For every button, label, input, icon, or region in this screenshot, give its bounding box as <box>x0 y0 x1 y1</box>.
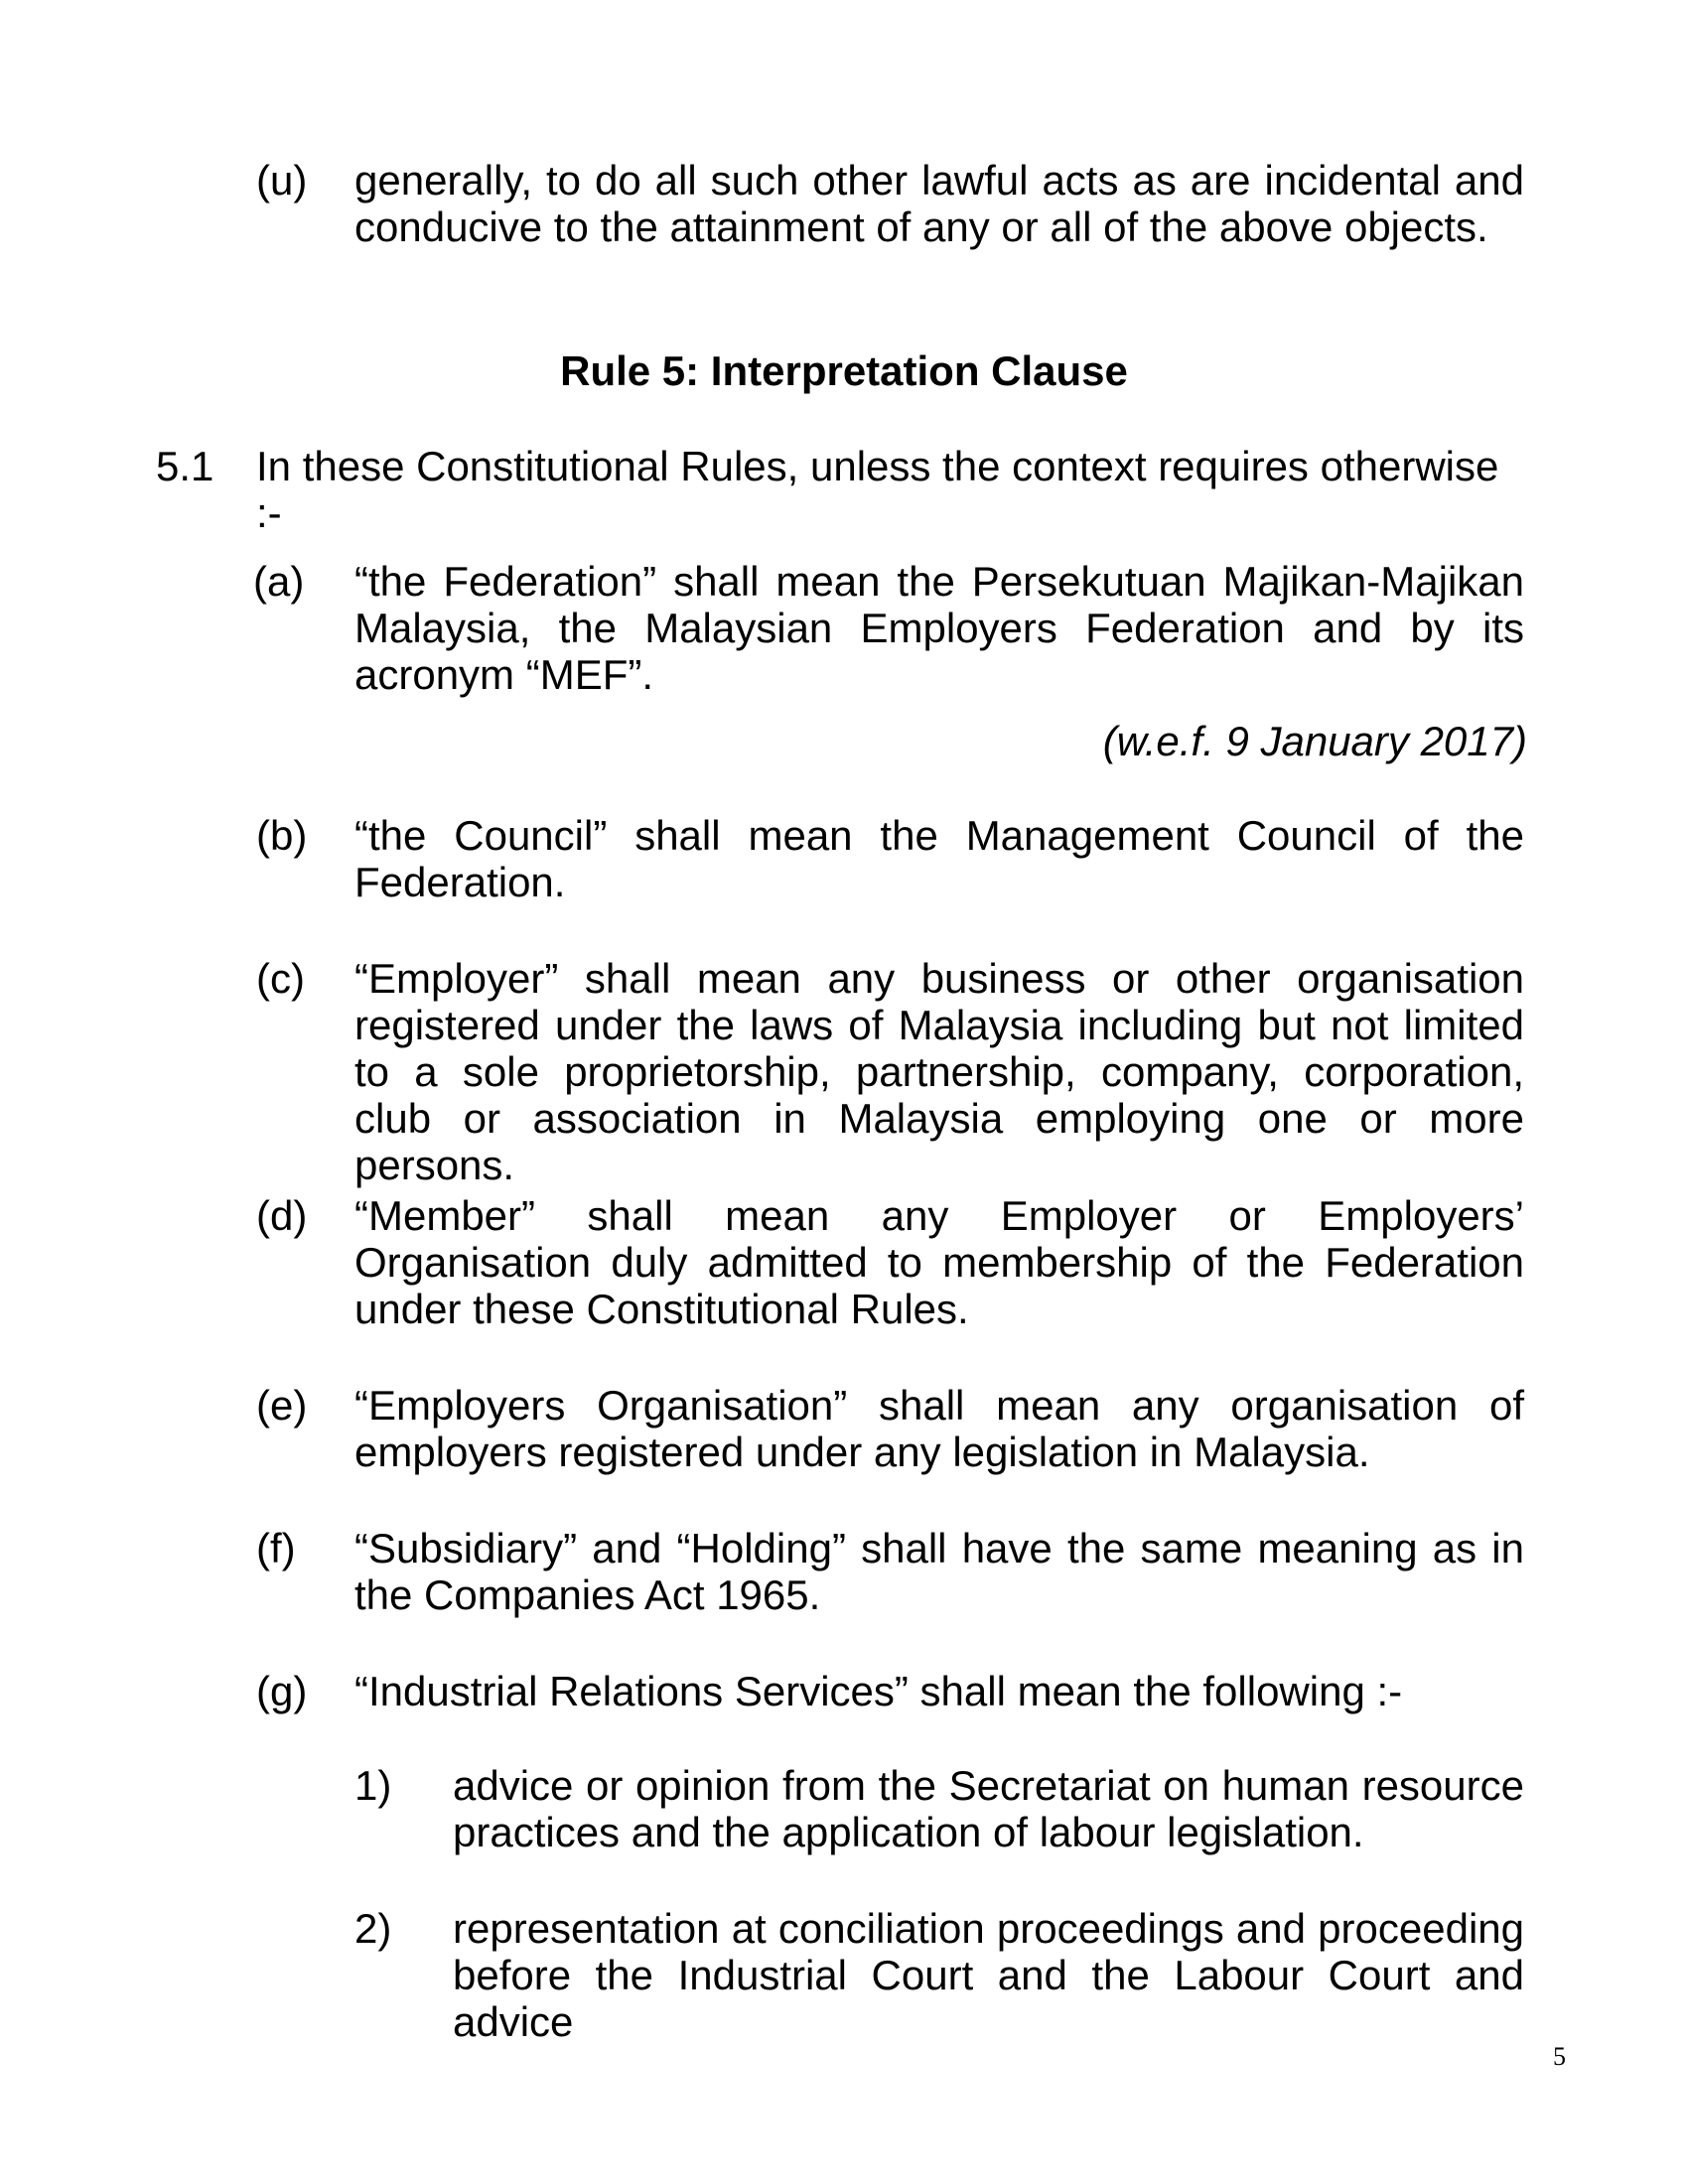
item-label-g: (g) <box>256 1668 308 1714</box>
item-text-g: “Industrial Relations Services” shall mean the following :- <box>354 1668 1403 1714</box>
item-label-c: (c) <box>256 955 305 1002</box>
item-text-d: “Member” shall mean any Employer or Employers’ Organisation duly admitted to membership of the Federation under these Constitutional Rules. <box>354 1192 1524 1332</box>
item-text-c: “Employer” shall mean any business or other organisation registered under the laws of Malaysia including but not limited to a sole proprietorship, partnership, company, corporation, club or association in Malaysia employing one or more persons. <box>354 955 1524 1188</box>
item-text-f: “Subsidiary” and “Holding” shall have the same meaning as in the Companies Act 1965. <box>354 1525 1524 1618</box>
subitem-text-2: representation at conciliation proceedings and proceeding before the Industrial Court and the Labour Court and advice <box>453 1905 1524 2045</box>
clause-number-5-1: 5.1 <box>156 443 214 489</box>
item-text-e: “Employers Organisation” shall mean any organisation of employers registered under any legislation in Malaysia. <box>354 1382 1524 1475</box>
item-text-b: “the Council” shall mean the Management Council of the Federation. <box>354 812 1524 905</box>
item-label-e: (e) <box>256 1382 308 1429</box>
rule-heading: Rule 5: Interpretation Clause <box>560 347 1128 394</box>
item-label-b: (b) <box>256 812 308 859</box>
item-label-a: (a) <box>253 558 305 605</box>
wef-note: (w.e.f. 9 January 2017) <box>1102 718 1527 764</box>
subitem-text-1: advice or opinion from the Secretariat on human resource practices and the application of labour legislation. <box>453 1762 1524 1855</box>
subitem-label-2: 2) <box>354 1905 392 1952</box>
subitem-label-1: 1) <box>354 1762 392 1809</box>
item-label-u: (u) <box>256 157 308 204</box>
item-label-d: (d) <box>256 1192 308 1239</box>
item-label-f: (f) <box>256 1525 296 1571</box>
page-number: 5 <box>1553 2042 1566 2071</box>
item-text-u: generally, to do all such other lawful acts as are incidental and conducive to the attainment of any or all of the above objects. <box>354 157 1524 250</box>
item-text-a: “the Federation” shall mean the Persekutuan Majikan-Majikan Malaysia, the Malaysian Employers Federation and by its acronym “MEF”. <box>354 558 1524 698</box>
clause-text-5-1: In these Constitutional Rules, unless the context requires otherwise :- <box>256 443 1499 536</box>
